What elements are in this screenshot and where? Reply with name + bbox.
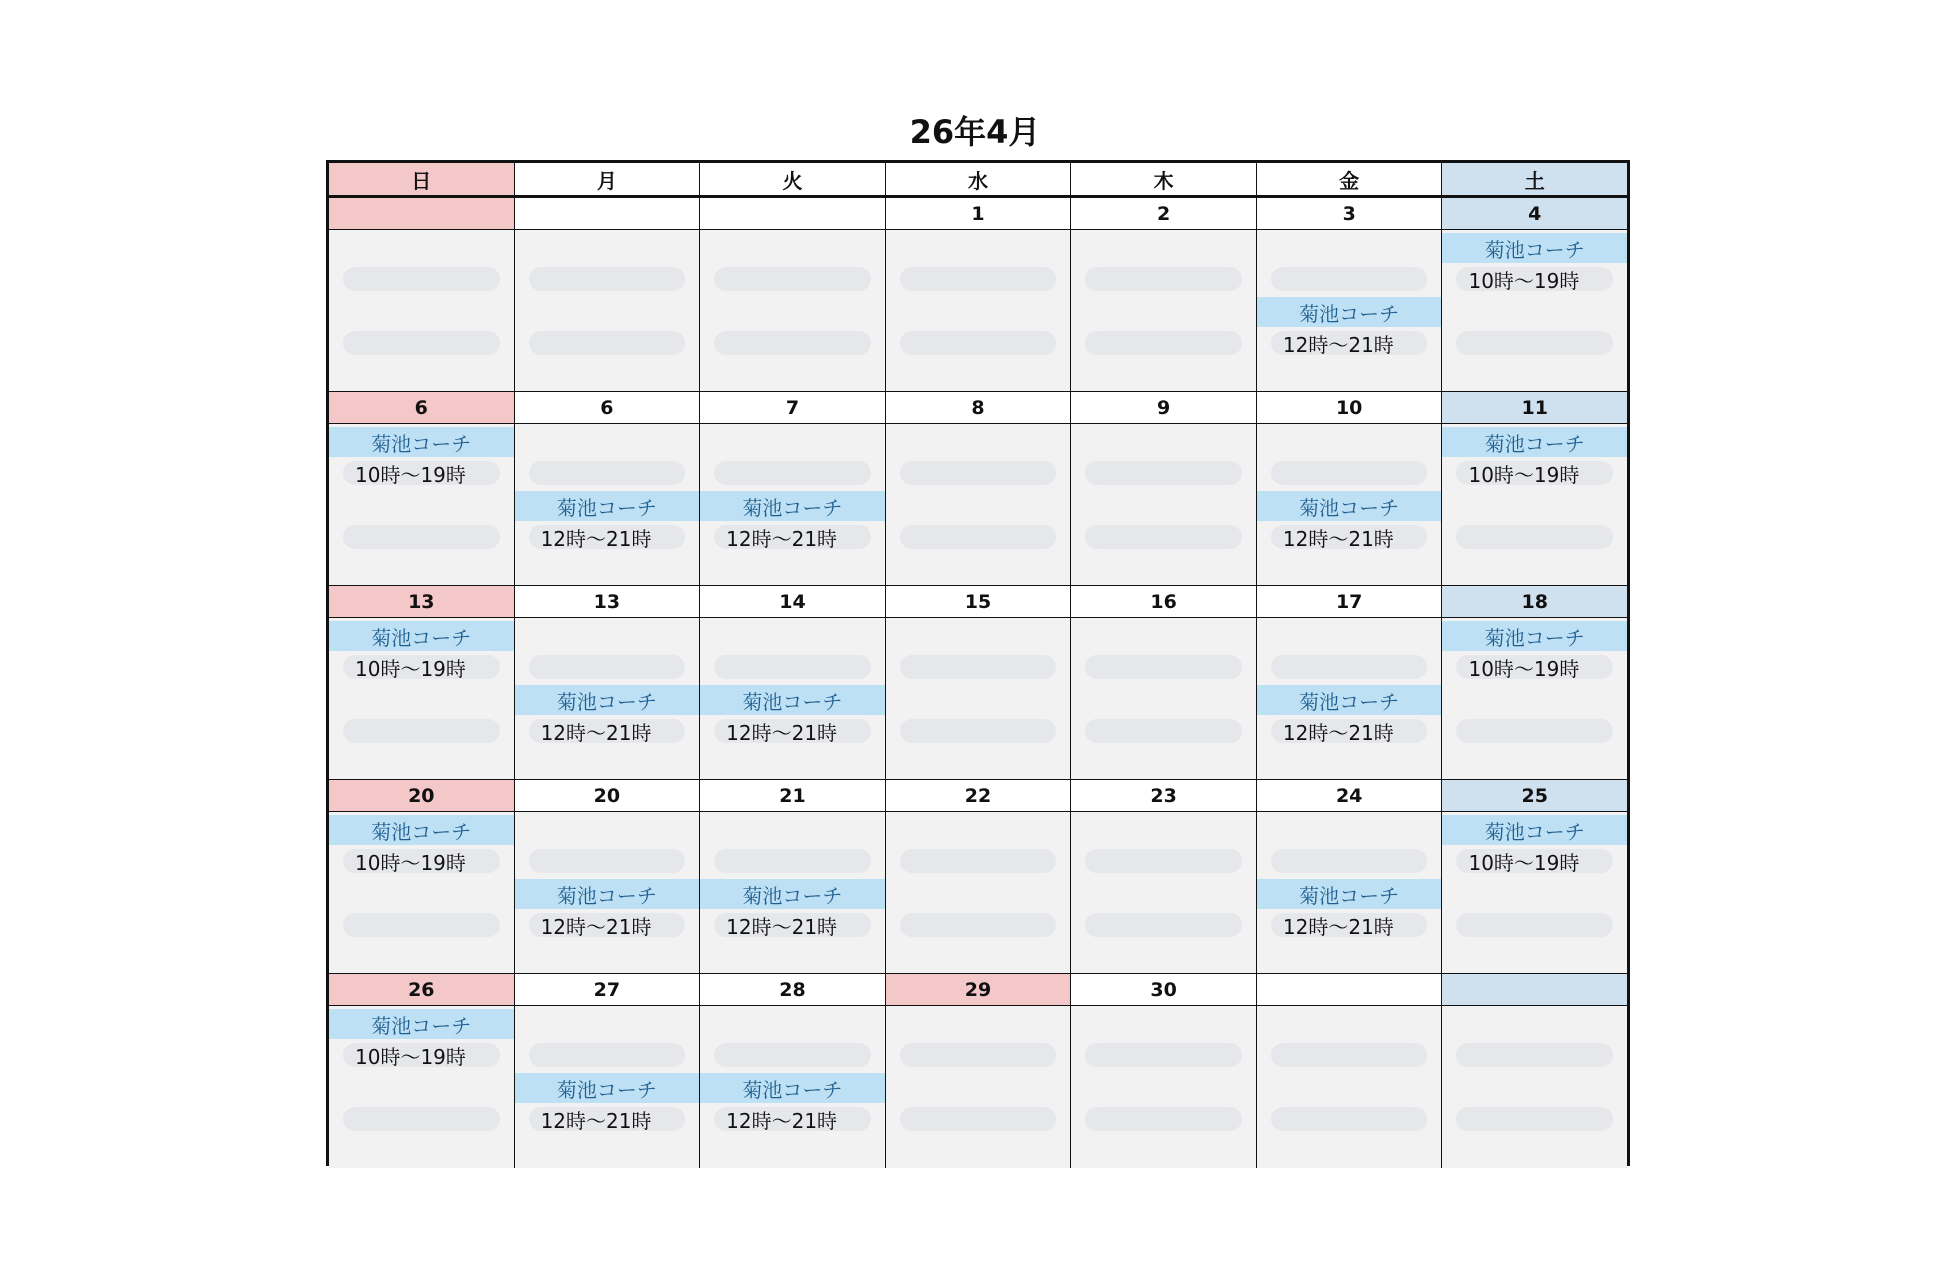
- day-schedule: [886, 424, 1071, 585]
- shift-hours: 10時〜19時: [343, 461, 500, 485]
- empty-slot-bar[interactable]: [1271, 655, 1428, 679]
- shift-slot: [886, 294, 1071, 358]
- week-row: [329, 586, 1627, 780]
- shift-slot: [1442, 876, 1627, 940]
- day-cell[interactable]: [886, 586, 1072, 779]
- day-cell[interactable]: [886, 974, 1072, 1168]
- empty-slot-bar[interactable]: [1456, 913, 1613, 937]
- weekday-fri: 金: [1257, 163, 1443, 195]
- empty-slot-bar[interactable]: [1085, 1107, 1242, 1131]
- empty-slot-bar[interactable]: [529, 267, 686, 291]
- day-schedule: [515, 618, 700, 779]
- week-row: [329, 198, 1627, 392]
- day-cell[interactable]: [1257, 392, 1443, 585]
- shift-slot: [700, 1006, 885, 1070]
- day-number: [1257, 974, 1442, 1006]
- coach-name[interactable]: 菊池コーチ: [1442, 427, 1627, 457]
- shift-slot: [329, 1070, 514, 1134]
- weekday-mon: 月: [515, 163, 701, 195]
- shift-slot: [515, 230, 700, 294]
- shift-hours: 12時〜21時: [1271, 913, 1428, 937]
- day-number: 3: [1257, 198, 1442, 230]
- shift-hours: 10時〜19時: [1456, 267, 1613, 291]
- shift-slot: [886, 682, 1071, 746]
- day-cell[interactable]: [1071, 780, 1257, 973]
- day-cell[interactable]: [1071, 974, 1257, 1168]
- empty-slot-bar[interactable]: [1271, 1043, 1428, 1067]
- shift-slot: [886, 424, 1071, 488]
- empty-slot-bar[interactable]: [1271, 267, 1428, 291]
- day-schedule: [700, 1006, 885, 1168]
- week-row: [329, 974, 1627, 1168]
- day-cell[interactable]: [700, 586, 886, 779]
- shift-slot: [1442, 812, 1627, 876]
- shift-slot: [1257, 876, 1442, 940]
- day-schedule: [1257, 230, 1442, 391]
- empty-slot-bar[interactable]: [1085, 461, 1242, 485]
- day-cell[interactable]: [1257, 780, 1443, 973]
- empty-slot-bar[interactable]: [529, 461, 686, 485]
- coach-name[interactable]: 菊池コーチ: [329, 815, 514, 845]
- day-cell[interactable]: [515, 780, 701, 973]
- empty-slot-bar[interactable]: [343, 913, 500, 937]
- monthly-calendar: [326, 160, 1630, 1166]
- shift-slot: [1442, 230, 1627, 294]
- day-schedule: [1071, 230, 1256, 391]
- shift-slot: [886, 876, 1071, 940]
- shift-hours: 12時〜21時: [1271, 331, 1428, 355]
- day-number: 15: [886, 586, 1071, 618]
- day-schedule: [1257, 424, 1442, 585]
- shift-hours: 12時〜21時: [714, 913, 871, 937]
- empty-slot-bar[interactable]: [1456, 719, 1613, 743]
- empty-slot-bar[interactable]: [1456, 1107, 1613, 1131]
- coach-name[interactable]: 菊池コーチ: [700, 879, 885, 909]
- coach-name[interactable]: 菊池コーチ: [515, 1073, 700, 1103]
- coach-name[interactable]: 菊池コーチ: [515, 491, 700, 521]
- day-schedule: [329, 1006, 514, 1168]
- shift-slot: [700, 682, 885, 746]
- empty-slot-bar[interactable]: [1085, 525, 1242, 549]
- day-number: 26: [329, 974, 514, 1006]
- shift-slot: [329, 424, 514, 488]
- shift-slot: [515, 876, 700, 940]
- shift-slot: [1442, 618, 1627, 682]
- empty-slot-bar[interactable]: [1085, 331, 1242, 355]
- shift-slot: [700, 294, 885, 358]
- calendar-title: 26年4月: [909, 113, 1041, 151]
- day-cell[interactable]: [700, 198, 886, 391]
- weekday-tue: 火: [700, 163, 886, 195]
- coach-name[interactable]: 菊池コーチ: [1442, 233, 1627, 263]
- empty-slot-bar[interactable]: [1085, 655, 1242, 679]
- day-number: 8: [886, 392, 1071, 424]
- shift-slot: [700, 1070, 885, 1134]
- day-schedule: [1257, 812, 1442, 973]
- day-number: 28: [700, 974, 885, 1006]
- shift-slot: [1257, 1070, 1442, 1134]
- day-schedule: [700, 812, 885, 973]
- day-number: [515, 198, 700, 230]
- day-cell[interactable]: [1442, 198, 1627, 391]
- day-number: 21: [700, 780, 885, 812]
- shift-slot: [515, 1070, 700, 1134]
- week-row: [329, 392, 1627, 586]
- day-schedule: [1071, 1006, 1256, 1168]
- empty-slot-bar[interactable]: [1271, 461, 1428, 485]
- shift-hours: 10時〜19時: [343, 655, 500, 679]
- day-number: 7: [700, 392, 885, 424]
- empty-slot-bar[interactable]: [900, 849, 1057, 873]
- empty-slot-bar[interactable]: [900, 719, 1057, 743]
- coach-name[interactable]: 菊池コーチ: [1257, 685, 1442, 715]
- day-schedule: [329, 618, 514, 779]
- day-cell[interactable]: [1442, 392, 1627, 585]
- day-number: 27: [515, 974, 700, 1006]
- day-schedule: [700, 230, 885, 391]
- empty-slot-bar[interactable]: [900, 655, 1057, 679]
- day-cell[interactable]: [1071, 198, 1257, 391]
- shift-slot: [1071, 682, 1256, 746]
- day-cell[interactable]: [1071, 392, 1257, 585]
- day-schedule: [515, 424, 700, 585]
- shift-slot: [700, 812, 885, 876]
- empty-slot-bar[interactable]: [343, 1107, 500, 1131]
- shift-slot: [515, 1006, 700, 1070]
- day-cell[interactable]: [886, 780, 1072, 973]
- shift-slot: [329, 230, 514, 294]
- empty-slot-bar[interactable]: [343, 331, 500, 355]
- day-number: 20: [329, 780, 514, 812]
- shift-hours: 12時〜21時: [529, 525, 686, 549]
- day-schedule: [886, 230, 1071, 391]
- shift-slot: [1071, 1070, 1256, 1134]
- day-number: 24: [1257, 780, 1442, 812]
- shift-slot: [1442, 682, 1627, 746]
- shift-slot: [1071, 618, 1256, 682]
- day-number: 2: [1071, 198, 1256, 230]
- day-number: 17: [1257, 586, 1442, 618]
- shift-slot: [1071, 230, 1256, 294]
- day-schedule: [1257, 1006, 1442, 1168]
- day-schedule: [515, 812, 700, 973]
- day-schedule: [515, 1006, 700, 1168]
- day-number: 1: [886, 198, 1071, 230]
- empty-slot-bar[interactable]: [1271, 1107, 1428, 1131]
- shift-slot: [1257, 230, 1442, 294]
- shift-slot: [700, 618, 885, 682]
- shift-slot: [1257, 682, 1442, 746]
- day-number: 22: [886, 780, 1071, 812]
- day-cell[interactable]: [1257, 198, 1443, 391]
- empty-slot-bar[interactable]: [343, 719, 500, 743]
- day-cell[interactable]: [1257, 586, 1443, 779]
- shift-slot: [515, 618, 700, 682]
- shift-slot: [1071, 1006, 1256, 1070]
- empty-slot-bar[interactable]: [1271, 849, 1428, 873]
- day-cell[interactable]: [700, 780, 886, 973]
- shift-slot: [1442, 294, 1627, 358]
- day-number: 10: [1257, 392, 1442, 424]
- day-number: 25: [1442, 780, 1627, 812]
- coach-name[interactable]: 菊池コーチ: [515, 685, 700, 715]
- empty-slot-bar[interactable]: [900, 1107, 1057, 1131]
- day-schedule: [329, 230, 514, 391]
- empty-slot-bar[interactable]: [714, 331, 871, 355]
- shift-slot: [1257, 424, 1442, 488]
- shift-slot: [1257, 488, 1442, 552]
- day-schedule: [886, 812, 1071, 973]
- day-schedule: [1442, 230, 1627, 391]
- shift-hours: 10時〜19時: [343, 849, 500, 873]
- empty-slot-bar[interactable]: [343, 267, 500, 291]
- day-cell[interactable]: [1257, 974, 1443, 1168]
- empty-slot-bar[interactable]: [900, 461, 1057, 485]
- day-cell[interactable]: [1442, 780, 1627, 973]
- shift-hours: 12時〜21時: [1271, 719, 1428, 743]
- weekday-sat: 土: [1442, 163, 1627, 195]
- day-schedule: [700, 618, 885, 779]
- shift-hours: 12時〜21時: [529, 1107, 686, 1131]
- weekday-wed: 水: [886, 163, 1072, 195]
- day-cell[interactable]: [515, 198, 701, 391]
- shift-slot: [1257, 812, 1442, 876]
- day-number: 20: [515, 780, 700, 812]
- day-number: 6: [515, 392, 700, 424]
- empty-slot-bar[interactable]: [900, 267, 1057, 291]
- day-number: [1442, 974, 1627, 1006]
- empty-slot-bar[interactable]: [900, 1043, 1057, 1067]
- day-schedule: [1442, 424, 1627, 585]
- shift-slot: [329, 618, 514, 682]
- empty-slot-bar[interactable]: [714, 1043, 871, 1067]
- day-cell[interactable]: [886, 392, 1072, 585]
- day-schedule: [515, 230, 700, 391]
- shift-slot: [1071, 294, 1256, 358]
- shift-hours: 10時〜19時: [1456, 655, 1613, 679]
- shift-hours: 10時〜19時: [343, 1043, 500, 1067]
- day-schedule: [886, 618, 1071, 779]
- shift-slot: [1257, 618, 1442, 682]
- shift-hours: 12時〜21時: [714, 719, 871, 743]
- shift-hours: 10時〜19時: [1456, 461, 1613, 485]
- day-cell[interactable]: [1442, 586, 1627, 779]
- shift-slot: [886, 488, 1071, 552]
- day-number: [700, 198, 885, 230]
- shift-slot: [515, 424, 700, 488]
- day-number: [329, 198, 514, 230]
- day-cell[interactable]: [329, 198, 515, 391]
- empty-slot-bar[interactable]: [900, 331, 1057, 355]
- empty-slot-bar[interactable]: [1085, 1043, 1242, 1067]
- empty-slot-bar[interactable]: [529, 1043, 686, 1067]
- day-schedule: [1442, 812, 1627, 973]
- coach-name[interactable]: 菊池コーチ: [1257, 297, 1442, 327]
- shift-slot: [1071, 488, 1256, 552]
- day-schedule: [329, 812, 514, 973]
- shift-slot: [886, 812, 1071, 876]
- day-cell[interactable]: [700, 974, 886, 1168]
- day-number: 29: [886, 974, 1071, 1006]
- shift-slot: [886, 230, 1071, 294]
- day-schedule: [1071, 424, 1256, 585]
- day-cell[interactable]: [515, 586, 701, 779]
- empty-slot-bar[interactable]: [714, 267, 871, 291]
- day-cell[interactable]: [886, 198, 1072, 391]
- day-number: 23: [1071, 780, 1256, 812]
- week-row: [329, 780, 1627, 974]
- day-number: 4: [1442, 198, 1627, 230]
- empty-slot-bar[interactable]: [1085, 849, 1242, 873]
- day-cell[interactable]: [1442, 974, 1627, 1168]
- shift-hours: 10時〜19時: [1456, 849, 1613, 873]
- shift-hours: 12時〜21時: [529, 913, 686, 937]
- shift-slot: [1442, 1070, 1627, 1134]
- shift-slot: [1071, 876, 1256, 940]
- empty-slot-bar[interactable]: [529, 655, 686, 679]
- shift-slot: [515, 294, 700, 358]
- coach-name[interactable]: 菊池コーチ: [329, 621, 514, 651]
- shift-slot: [1442, 488, 1627, 552]
- shift-slot: [886, 1006, 1071, 1070]
- empty-slot-bar[interactable]: [900, 525, 1057, 549]
- day-number: 11: [1442, 392, 1627, 424]
- shift-slot: [1442, 424, 1627, 488]
- shift-hours: 12時〜21時: [529, 719, 686, 743]
- coach-name[interactable]: 菊池コーチ: [700, 1073, 885, 1103]
- coach-name[interactable]: 菊池コーチ: [700, 685, 885, 715]
- day-cell[interactable]: [700, 392, 886, 585]
- day-schedule: [886, 1006, 1071, 1168]
- shift-slot: [1257, 294, 1442, 358]
- shift-slot: [329, 876, 514, 940]
- coach-name[interactable]: 菊池コーチ: [1257, 491, 1442, 521]
- shift-slot: [515, 812, 700, 876]
- day-number: 13: [515, 586, 700, 618]
- empty-slot-bar[interactable]: [529, 849, 686, 873]
- day-schedule: [1257, 618, 1442, 779]
- coach-name[interactable]: 菊池コーチ: [1257, 879, 1442, 909]
- weekday-thu: 木: [1071, 163, 1257, 195]
- day-schedule: [329, 424, 514, 585]
- day-number: 9: [1071, 392, 1256, 424]
- day-cell[interactable]: [329, 780, 515, 973]
- weekday-sun: 日: [329, 163, 515, 195]
- day-number: 30: [1071, 974, 1256, 1006]
- empty-slot-bar[interactable]: [1085, 719, 1242, 743]
- day-number: 14: [700, 586, 885, 618]
- coach-name[interactable]: 菊池コーチ: [1442, 621, 1627, 651]
- shift-slot: [1442, 1006, 1627, 1070]
- day-schedule: [1442, 1006, 1627, 1168]
- empty-slot-bar[interactable]: [343, 525, 500, 549]
- shift-slot: [700, 488, 885, 552]
- shift-slot: [1257, 1006, 1442, 1070]
- day-cell[interactable]: [515, 392, 701, 585]
- coach-name[interactable]: 菊池コーチ: [515, 879, 700, 909]
- empty-slot-bar[interactable]: [1456, 525, 1613, 549]
- day-number: 16: [1071, 586, 1256, 618]
- day-schedule: [1071, 618, 1256, 779]
- empty-slot-bar[interactable]: [1085, 913, 1242, 937]
- coach-name[interactable]: 菊池コーチ: [329, 427, 514, 457]
- day-cell[interactable]: [515, 974, 701, 1168]
- day-schedule: [1442, 618, 1627, 779]
- day-number: 18: [1442, 586, 1627, 618]
- empty-slot-bar[interactable]: [1456, 331, 1613, 355]
- shift-slot: [886, 618, 1071, 682]
- empty-slot-bar[interactable]: [714, 655, 871, 679]
- shift-slot: [700, 230, 885, 294]
- shift-slot: [329, 1006, 514, 1070]
- empty-slot-bar[interactable]: [529, 331, 686, 355]
- shift-hours: 12時〜21時: [1271, 525, 1428, 549]
- day-schedule: [700, 424, 885, 585]
- shift-slot: [1071, 812, 1256, 876]
- empty-slot-bar[interactable]: [714, 849, 871, 873]
- shift-slot: [515, 682, 700, 746]
- weekday-header-row: [329, 163, 1627, 198]
- empty-slot-bar[interactable]: [1085, 267, 1242, 291]
- day-cell[interactable]: [329, 974, 515, 1168]
- coach-name[interactable]: 菊池コーチ: [700, 491, 885, 521]
- shift-slot: [329, 488, 514, 552]
- shift-hours: 12時〜21時: [714, 1107, 871, 1131]
- coach-name[interactable]: 菊池コーチ: [329, 1009, 514, 1039]
- empty-slot-bar[interactable]: [900, 913, 1057, 937]
- day-cell[interactable]: [329, 586, 515, 779]
- day-cell[interactable]: [1071, 586, 1257, 779]
- empty-slot-bar[interactable]: [714, 461, 871, 485]
- shift-slot: [515, 488, 700, 552]
- shift-slot: [329, 812, 514, 876]
- shift-hours: 12時〜21時: [714, 525, 871, 549]
- day-number: 6: [329, 392, 514, 424]
- shift-slot: [700, 424, 885, 488]
- shift-slot: [700, 876, 885, 940]
- day-schedule: [1071, 812, 1256, 973]
- shift-slot: [329, 294, 514, 358]
- shift-slot: [329, 682, 514, 746]
- shift-slot: [1071, 424, 1256, 488]
- coach-name[interactable]: 菊池コーチ: [1442, 815, 1627, 845]
- day-cell[interactable]: [329, 392, 515, 585]
- shift-slot: [886, 1070, 1071, 1134]
- empty-slot-bar[interactable]: [1456, 1043, 1613, 1067]
- day-number: 13: [329, 586, 514, 618]
